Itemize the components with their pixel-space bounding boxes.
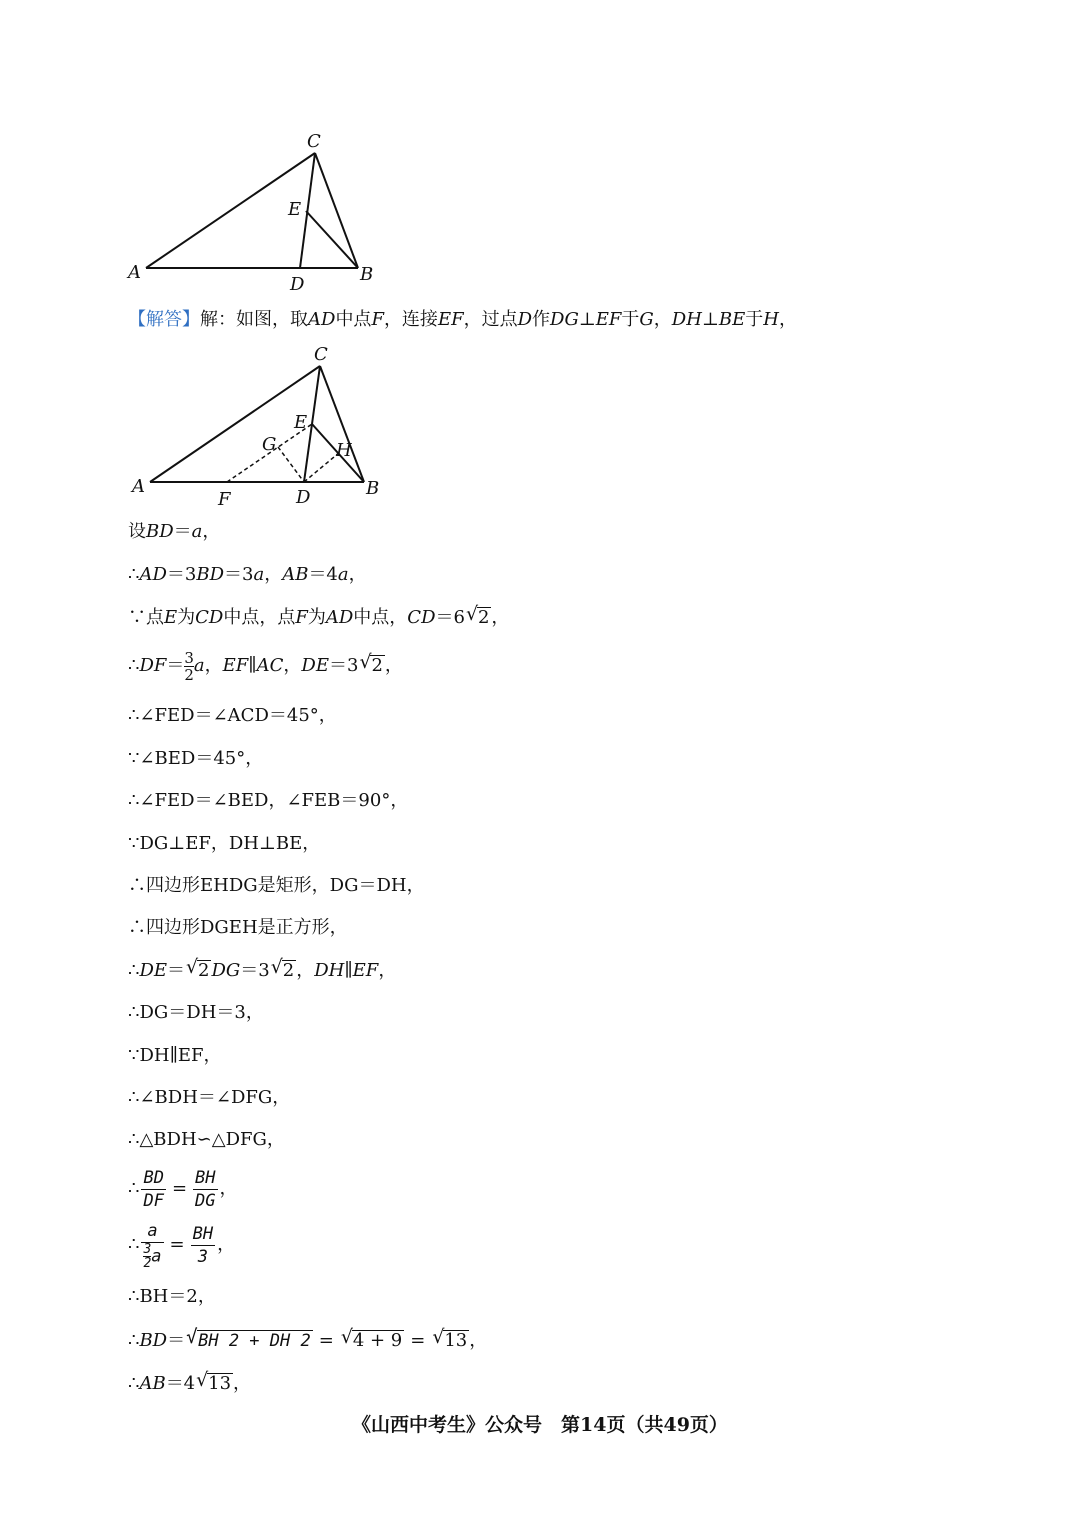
text: 为 [177, 607, 196, 628]
step-df [128, 646, 403, 686]
text: ， [469, 1330, 488, 1351]
text: EF [437, 309, 464, 330]
step-21 [128, 1371, 251, 1397]
text: 作 [532, 309, 551, 330]
text: 为 [307, 607, 326, 628]
step-18-ratio [128, 1218, 235, 1272]
text: 中点， [353, 607, 408, 628]
text: DE [139, 960, 168, 981]
text: ＝3 [166, 564, 197, 585]
text: BD [196, 564, 225, 585]
fraction [191, 1223, 215, 1268]
text: ， [202, 521, 221, 542]
text: ⊥ [701, 309, 719, 330]
sqrt: √ BH 2 + DH 2 [197, 1330, 313, 1351]
text: ∴ [128, 1234, 140, 1255]
step-20 [128, 1328, 487, 1354]
text: ， [283, 655, 302, 676]
text: ＝ [167, 960, 186, 981]
text: 于 [745, 309, 764, 330]
text: ，过点 [463, 309, 518, 330]
label-G: G [262, 434, 277, 455]
text: ∴ [128, 1178, 140, 1199]
step-15 [128, 1085, 290, 1111]
numerator: BD [143, 1167, 164, 1188]
text: DH [671, 309, 702, 330]
text: BE [718, 309, 746, 330]
sqrt: √ 2 [282, 960, 296, 981]
text: ∴四边形DGEH是正方形， [128, 917, 348, 938]
text: ， [778, 309, 797, 330]
text: CD [407, 607, 436, 628]
sqrt: √ 4 + 9 [352, 1330, 404, 1351]
text: ， [348, 564, 367, 585]
text: DG [550, 309, 579, 330]
text: DF [139, 655, 167, 676]
step-17-ratio [128, 1165, 238, 1213]
text: ∴△BDH∽△DFG， [128, 1129, 285, 1150]
text: ∵∠BED＝45°， [128, 748, 264, 769]
solution-intro [128, 307, 797, 333]
numerator: a [141, 1220, 163, 1243]
step-14 [128, 1043, 222, 1069]
step-9 [128, 831, 320, 857]
text: AD [308, 309, 336, 330]
step-midpoints [128, 605, 509, 631]
text: DE [301, 655, 329, 676]
text: CD [195, 607, 224, 628]
text: ⊥ [578, 309, 596, 330]
text: EF [595, 309, 622, 330]
label-A: A [132, 476, 145, 497]
label-C: C [307, 131, 321, 152]
text: AD [139, 564, 167, 585]
text: ， [204, 655, 223, 676]
denominator: 2 [143, 1256, 152, 1271]
step-13 [128, 1000, 264, 1026]
text: ∴四边形EHDG是矩形，DG＝DH， [128, 875, 425, 896]
label-A: A [128, 262, 141, 283]
text: a [253, 564, 265, 585]
text: ＝4 [165, 1373, 196, 1394]
text: ∥ [248, 655, 257, 676]
fraction [141, 1220, 163, 1270]
sqrt: √ 13 [207, 1373, 233, 1394]
text: AD [325, 607, 354, 628]
text: = [171, 1178, 188, 1199]
sqrt: √ 2 [477, 607, 491, 628]
label-B: B [360, 264, 374, 285]
text: ∴∠FED＝∠ACD＝45°， [128, 705, 337, 726]
text: DH [314, 960, 345, 981]
numerator: 3 [184, 648, 194, 667]
text: ＝ [167, 1330, 186, 1351]
text: ＝ [166, 655, 185, 676]
label-E: E [288, 199, 302, 220]
label-D: D [296, 487, 311, 508]
fraction [141, 1167, 165, 1212]
figure-2-triangle [120, 340, 390, 510]
text: ∵DH∥EF， [128, 1045, 222, 1066]
sqrt: √ 2 [370, 655, 384, 676]
numerator: BH [195, 1167, 216, 1188]
text: ＝3 [328, 655, 359, 676]
text: ∴ [128, 1373, 140, 1394]
step-19 [128, 1284, 216, 1310]
text: E [164, 607, 178, 628]
text: ， [217, 1234, 236, 1255]
text: ＝4 [308, 564, 338, 585]
text: BD [139, 1330, 168, 1351]
text: = [318, 1330, 334, 1351]
text: AC [256, 655, 284, 676]
denominator: 3 [197, 1246, 208, 1267]
text: ， [296, 960, 315, 981]
text: ， [233, 1373, 252, 1394]
text: ∴ [128, 655, 140, 676]
denominator: DG [195, 1190, 216, 1211]
page-footer: 《山西中考生》公众号 第14页（共49页） [352, 1414, 728, 1436]
text: = [169, 1234, 185, 1255]
text: ＝3 [240, 960, 270, 981]
step-11 [128, 915, 348, 941]
text: ， [264, 564, 283, 585]
denominator: DF [143, 1190, 164, 1211]
text: 中点 [335, 309, 372, 330]
text: EF [222, 655, 249, 676]
sqrt: √ 2 [197, 960, 211, 981]
text: F [371, 309, 384, 330]
label-E: E [294, 412, 308, 433]
text: 设 [128, 521, 146, 542]
text: ， [491, 607, 510, 628]
text: ∴BH＝2， [128, 1286, 216, 1307]
text: ＝ [173, 521, 192, 542]
text: 于 [621, 309, 640, 330]
text: ∴ [128, 1330, 140, 1351]
numerator: 3 [143, 1242, 152, 1257]
step-8 [128, 788, 408, 814]
label-D: D [290, 274, 305, 295]
text: ∵点 [128, 607, 164, 628]
numerator: BH [192, 1223, 214, 1244]
fraction [184, 650, 194, 683]
denominator: 2 [184, 665, 194, 684]
text: ∴DG＝DH＝3， [128, 1002, 264, 1023]
text: ∴∠FED＝∠BED，∠FEB＝90°， [128, 790, 409, 811]
label-H: H [336, 440, 352, 461]
solution-tag: 【解答】 [128, 309, 200, 330]
text: a [191, 521, 203, 542]
text: a [193, 655, 205, 676]
step-16 [128, 1127, 285, 1153]
text: ＝3 [224, 564, 254, 585]
text: D [517, 309, 533, 330]
text: ∴ [128, 960, 140, 981]
text: ， [219, 1178, 238, 1199]
text: ， [384, 655, 403, 676]
label-F: F [218, 489, 231, 510]
text: ∵DG⊥EF，DH⊥BE， [128, 833, 321, 854]
denominator [141, 1243, 163, 1270]
text: EF [352, 960, 379, 981]
step-10 [128, 873, 425, 899]
text: AB [282, 564, 309, 585]
sqrt: √ 13 [443, 1330, 469, 1351]
text: = [410, 1330, 426, 1351]
text: H [763, 309, 779, 330]
text: a [151, 1246, 162, 1267]
text: BD [146, 521, 174, 542]
figure-1-triangle [120, 125, 390, 295]
text: ，连接 [383, 309, 438, 330]
step-set-bd [128, 519, 220, 545]
step-12 [128, 958, 396, 984]
text: ＝6 [435, 607, 465, 628]
text: a [337, 564, 349, 585]
text: ∥ [344, 960, 353, 981]
text: AB [139, 1373, 166, 1394]
label-B: B [366, 478, 380, 499]
text: ， [653, 309, 672, 330]
text: 解：如图，取 [200, 309, 308, 330]
step-ad-ab [128, 562, 367, 588]
text: ， [378, 960, 397, 981]
text: 中点，点 [223, 607, 296, 628]
text: DG [211, 960, 241, 981]
fraction [193, 1167, 217, 1212]
label-C: C [314, 344, 328, 365]
step-7 [128, 746, 263, 772]
text: F [295, 607, 308, 628]
text: G [639, 309, 654, 330]
step-6 [128, 703, 337, 729]
text: ∴ [128, 564, 140, 585]
text: ∴∠BDH＝∠DFG， [128, 1087, 291, 1108]
